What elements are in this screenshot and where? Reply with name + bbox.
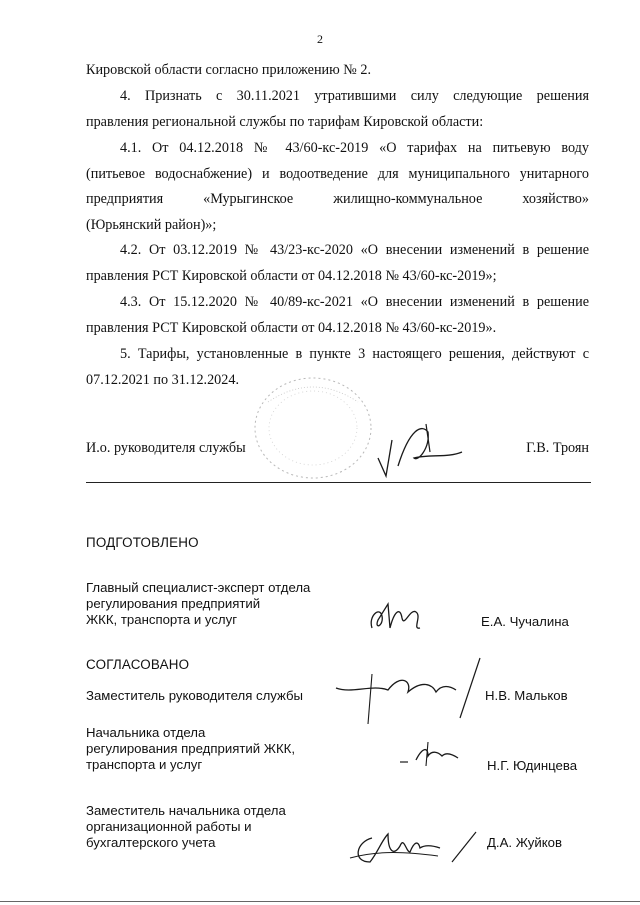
text-line: Кировской области согласно приложению № 2. [86, 62, 371, 78]
text-line: 4.3. От 15.12.2020 № 40/89-кс-2021 «О внесении изменений в решение [120, 294, 589, 310]
text-line: 4. Признать с 30.11.2021 утратившими силу следующие решения [120, 88, 589, 104]
signatory-position: И.о. руководителя службы [86, 440, 246, 456]
paragraph-4 [86, 84, 589, 135]
agreed-name: Д.А. Жуйков [487, 835, 562, 850]
prepared-heading: ПОДГОТОВЛЕНО [86, 535, 199, 550]
role-line: Заместитель начальника отдела [86, 803, 286, 818]
signature-agreed-1 [332, 654, 482, 726]
role-line: бухгалтерского учета [86, 835, 216, 851]
signature-agreed-2 [398, 740, 460, 770]
page-number: 2 [317, 32, 323, 46]
agreed-name: Н.В. Мальков [485, 688, 568, 703]
paragraph-4-3 [86, 290, 589, 341]
text-line: 4.2. От 03.12.2019 № 43/23-кс-2020 «О внесении изменений в решение [120, 242, 589, 258]
text-line: 07.12.2021 по 31.12.2024. [86, 371, 240, 388]
role-line: организационной работы и [86, 819, 252, 835]
text-line: правления региональной службы по тарифам Кировской области: [86, 113, 484, 130]
prepared-role [86, 580, 310, 629]
agreed-role [86, 725, 295, 774]
role-line: транспорта и услуг [86, 757, 203, 773]
paragraph-continuation [86, 58, 589, 84]
signature-agreed-3 [348, 822, 478, 872]
role-line: ЖКК, транспорта и услуг [86, 612, 238, 628]
signatory-name: Г.В. Троян [526, 440, 589, 456]
agreed-role [86, 803, 286, 852]
text-line: (Юрьянский район)»; [86, 216, 217, 233]
text-line: предприятия «Мурыгинское жилищно-коммунальное хозяйство» [86, 191, 589, 208]
signature-main [370, 418, 480, 480]
text-line: 5. Тарифы, установленные в пункте 3 настоящего решения, действуют с [120, 346, 589, 362]
agreed-name: Н.Г. Юдинцева [487, 758, 578, 773]
horizontal-divider [86, 482, 591, 483]
text-line: 4.1. От 04.12.2018 № 43/60-кс-2019 «О тарифах на питьевую воду [120, 140, 589, 156]
signature-row [86, 440, 589, 466]
text-line: правления РСТ Кировской области от 04.12.2018 № 43/60-кс-2019»; [86, 267, 497, 284]
paragraph-4-1 [86, 136, 589, 238]
role-line: регулирования предприятий [86, 596, 261, 612]
role-line: Начальника отдела [86, 725, 206, 740]
text-line: (питьевое водоснабжение) и водоотведение для муниципального унитарного [86, 165, 589, 182]
paragraph-4-2 [86, 238, 589, 289]
signature-prepared [366, 598, 430, 636]
page-bottom-edge [0, 901, 640, 902]
agreed-role [86, 688, 303, 704]
role-line: Главный специалист-эксперт отдела [86, 580, 311, 595]
prepared-name: Е.А. Чучалина [481, 614, 569, 629]
role-line: регулирования предприятий ЖКК, [86, 741, 295, 757]
role-line: Заместитель руководителя службы [86, 688, 304, 703]
agreed-heading: СОГЛАСОВАНО [86, 657, 190, 672]
text-line: правления РСТ Кировской области от 04.12.2018 № 43/60-кс-2019». [86, 319, 497, 336]
